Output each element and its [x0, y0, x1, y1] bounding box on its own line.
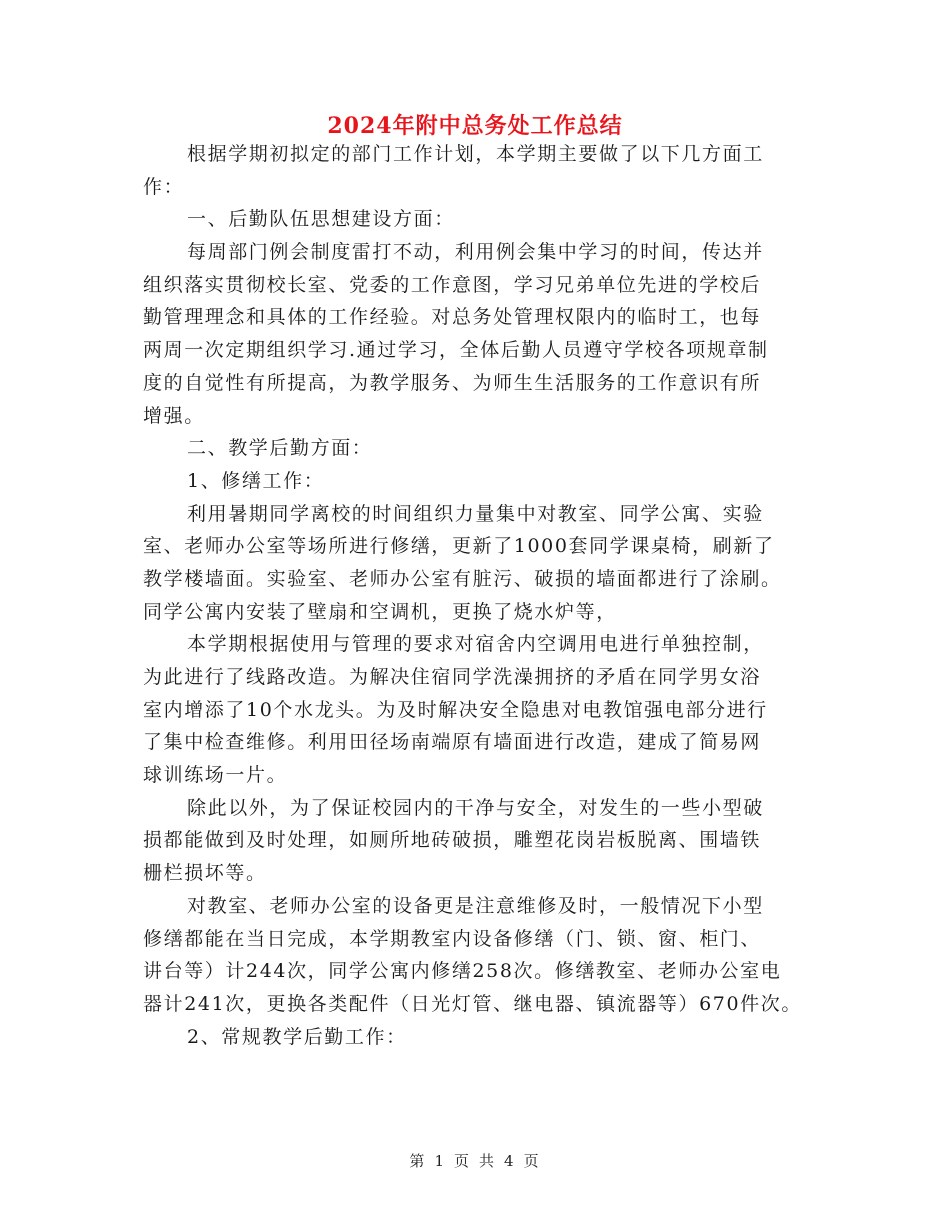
text-line: 球训练场一片。 — [143, 764, 288, 787]
text-line: 修缮都能在当日完成，本学期教室内设备修缮（门、锁、窗、柜门、 — [143, 927, 762, 950]
total-pages-number: 4 — [504, 1152, 516, 1170]
text-line: 每周部门例会制度雷打不动，利用例会集中学习的时间，传达并 — [187, 241, 764, 264]
text-line: 两周一次定期组织学习.通过学习，全体后勤人员遵守学校各项规章制 — [143, 339, 769, 362]
page-footer — [0, 1150, 950, 1171]
text-line: 利用暑期同学离校的时间组织力量集中对教室、同学公寓、实验 — [187, 502, 764, 525]
footer-page-word: 页 — [453, 1152, 471, 1170]
footer-suffix: 页 — [523, 1152, 541, 1170]
text-line: 了集中检查维修。利用田径场南端原有墙面进行改造，建成了简易网 — [143, 731, 762, 754]
text-line: 二、教学后勤方面： — [187, 437, 373, 460]
text-line: 教学楼墙面。实验室、老师办公室有脏污、破损的墙面都进行了涂刷。 — [143, 567, 782, 590]
text-line: 同学公寓内安装了壁扇和空调机，更换了烧水炉等， — [143, 600, 617, 623]
document-body — [143, 138, 815, 1053]
text-line: 损都能做到及时处理，如厕所地砖破损，雕塑花岗岩板脱离、围墙铁 — [143, 829, 762, 852]
text-line: 一、后勤队伍思想建设方面： — [187, 208, 455, 231]
text-line: 室、老师办公室等场所进行修缮，更新了1000套同学课桌椅，刷新了 — [143, 535, 775, 558]
text-line: 除此以外，为了保证校园内的干净与安全，对发生的一些小型破 — [187, 796, 764, 819]
text-line: 栅栏损坏等。 — [143, 862, 267, 885]
text-line: 室内增添了10个水龙头。为及时解决安全隐患对电教馆强电部分进行 — [143, 698, 768, 721]
text-line: 1、修缮工作： — [187, 469, 325, 492]
text-line: 器计241次，更换各类配件（日光灯管、继电器、镇流器等）670件次。 — [143, 992, 802, 1015]
text-line: 勤管理理念和具体的工作经验。对总务处管理权限内的临时工，也每 — [143, 306, 762, 329]
current-page-number: 1 — [434, 1152, 446, 1170]
footer-prefix: 第 — [409, 1152, 427, 1170]
document-title: 2024年附中总务处工作总结 — [327, 113, 623, 139]
text-line: 2、常规教学后勤工作： — [187, 1025, 407, 1048]
text-line: 对教室、老师办公室的设备更是注意维修及时，一般情况下小型 — [187, 894, 764, 917]
text-line: 本学期根据使用与管理的要求对宿舍内空调用电进行单独控制， — [187, 633, 764, 656]
text-line: 根据学期初拟定的部门工作计划，本学期主要做了以下几方面工 — [187, 143, 764, 165]
text-line: 增强。 — [143, 404, 205, 427]
text-line: 作： — [143, 175, 185, 198]
text-line: 讲台等）计244次，同学公寓内修缮258次。修缮教室、老师办公室电 — [143, 960, 782, 983]
text-line: 度的自觉性有所提高，为教学服务、为师生生活服务的工作意识有所 — [143, 371, 762, 394]
text-line: 组织落实贯彻校长室、党委的工作意图，学习兄弟单位先进的学校后 — [143, 273, 762, 296]
footer-total-word: 共 — [479, 1152, 497, 1170]
text-line: 为此进行了线路改造。为解决住宿同学洗澡拥挤的矛盾在同学男女浴 — [143, 666, 762, 688]
